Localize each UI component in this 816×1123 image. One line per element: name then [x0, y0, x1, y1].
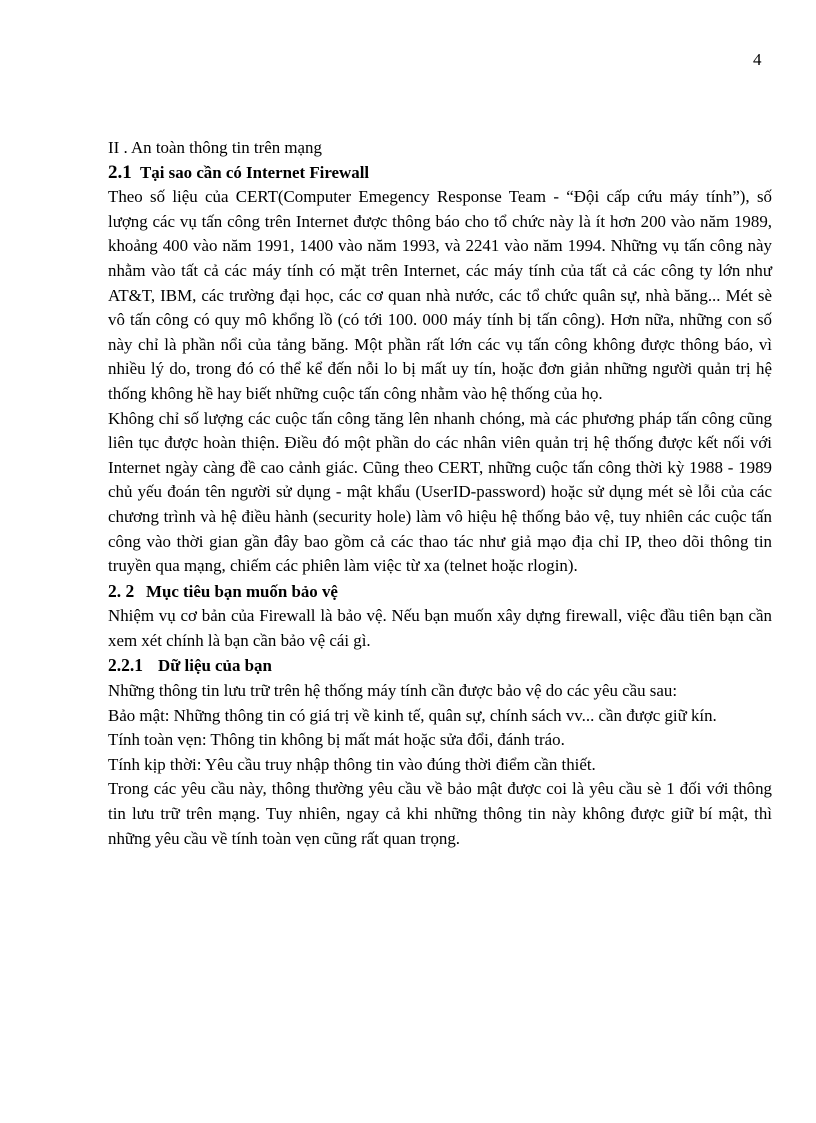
paragraph: Bảo mật: Những thông tin có giá trị về kinh tế, quân sự, chính sách vv... cần được giữ kín.	[108, 705, 717, 725]
paragraph: Theo số liệu của CERT(Computer Emegency Response Team - “Đội cấp cứu máy tính”), số lượng các vụ tấn công trên Internet được thông báo cho tổ chức này là ít hơn 200 vào năm 1989, khoảng 400 vào năm 1991, 1400 vào năm 1993, và 2241 vào năm 1994. Những vụ tấn công này nhằm vào tất cả các máy tính có mặt trên Internet, các máy tính của tất cả các công ty lớn như AT&T, IBM, các trường đại học, các cơ quan nhà nước, các tổ chức quân sự, nhà băng... Mét sè vô tấn công có quy mô khổng lồ (có tới 100. 000 máy tính bị tấn công). Hơn nữa, những con số này chỉ là phần nổi của tảng băng. Một phần rất lớn các vụ tấn công không được thông báo, vì nhiều lý do, trong đó có thể kể đến nỗi lo bị mất uy tín, hoặc đơn giản những người quản trị hệ thống không hề hay biết những cuộc tấn công nhằm vào hệ thống của họ.	[108, 187, 772, 403]
heading-text: Tại sao cần có Internet Firewall	[140, 162, 370, 182]
heading-2-2	[108, 579, 772, 605]
paragraph: Nhiệm vụ cơ bản của Firewall là bảo vệ. Nếu bạn muốn xây dựng firewall, việc đầu tiên bạn cần xem xét chính là bạn cần bảo vệ cái gì.	[108, 606, 772, 650]
section-title: II . An toàn thông tin trên mạng	[108, 138, 322, 157]
heading-text: Dữ liệu của bạn	[158, 656, 272, 676]
heading-2-1	[108, 161, 772, 186]
heading-number: 2. 2	[108, 580, 135, 601]
paragraph: Tính toàn vẹn: Thông tin không bị mất mát hoặc sửa đổi, đánh tráo.	[108, 730, 565, 750]
heading-2-2-1	[108, 653, 772, 679]
paragraph: Những thông tin lưu trữ trên hệ thống máy tính cần được bảo vệ do các yêu cầu sau:	[108, 681, 678, 701]
heading-number: 2.2.1	[108, 655, 143, 676]
paragraph: Không chỉ số lượng các cuộc tấn công tăng lên nhanh chóng, mà các phương pháp tấn công cũng liên tục được hoàn thiện. Điều đó một phần do các nhân viên quản trị hệ thống được kết nối với Internet ngày càng đề cao cảnh giác. Cũng theo CERT, những cuộc tấn công thời kỳ 1988 - 1989 chủ yếu đoán tên người sử dụng - mật khẩu (UserID-password) hoặc sử dụng mét sè lỗi của các chương trình và hệ điều hành (security hole) làm vô hiệu hệ thống bảo vệ, tuy nhiên các cuộc tấn công vào thời gian gần đây bao gồm cả các thao tác như giả mạo địa chỉ IP, theo dõi thông tin truyền qua mạng, chiếm các phiên làm việc từ xa (telnet hoặc rlogin).	[108, 408, 772, 576]
paragraph: Trong các yêu cầu này, thông thường yêu cầu về bảo mật được coi là yêu cầu sè 1 đối với thông tin lưu trữ trên mạng. Tuy nhiên, ngay cả khi những thông tin này không được giữ bí mật, thì những yêu cầu về tính toàn vẹn cũng rất quan trọng.	[108, 779, 772, 848]
heading-number: 2.1	[108, 161, 132, 183]
heading-text: Mục tiêu bạn muốn bảo vệ	[146, 581, 338, 601]
document-body	[108, 136, 772, 851]
page-number: 4	[753, 50, 762, 69]
paragraph: Tính kịp thời: Yêu cầu truy nhập thông tin vào đúng thời điểm cần thiết.	[108, 754, 596, 774]
